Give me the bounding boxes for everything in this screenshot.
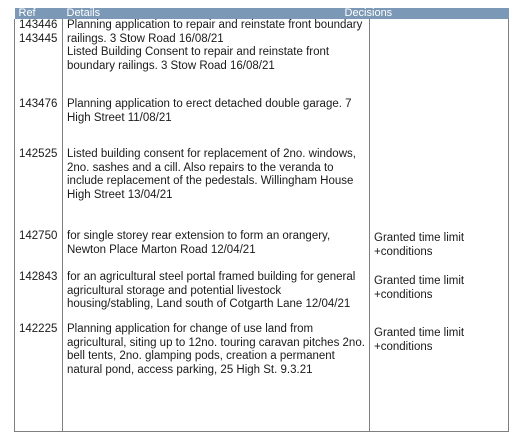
table-row <box>15 148 509 226</box>
ref-cell: 142750 <box>15 226 63 271</box>
table-row <box>15 323 509 431</box>
ref-cell <box>15 19 63 98</box>
details-cell: Planning application to erect detached double garage. 7 High Street 11/08/21 <box>63 98 370 148</box>
column-header-details: Details <box>63 8 370 19</box>
details-text: Planning application to repair and reinstate front boundary railings. 3 Stow Road 16/08/21 <box>67 19 363 45</box>
decision-cell: Granted time limit +conditions <box>370 226 509 271</box>
table-row <box>15 19 509 98</box>
details-cell: Listed building consent for replacement of 2no. windows, 2no. sashes and a cill. Also repairs to the veranda to include replacement of the pedestals. Willingham House High Street 13/04/21 <box>63 148 370 226</box>
decision-cell <box>370 19 509 98</box>
table-row <box>15 271 509 323</box>
ref-cell: 143476 <box>15 98 63 148</box>
column-header-ref: Ref <box>15 8 63 19</box>
table-row <box>15 226 509 271</box>
table-header <box>15 8 509 19</box>
ref-cell: 142843 <box>15 271 63 323</box>
details-cell: for single storey rear extension to form an orangery, Newton Place Marton Road 12/04/21 <box>63 226 370 271</box>
details-cell: for an agricultural steel portal framed building for general agricultural storage and potential livestock housing/stabling, Land south of Cotgarth Lane 12/04/21 <box>63 271 370 323</box>
details-cell <box>63 19 370 98</box>
ref-value: 143446 <box>19 19 58 31</box>
details-cell: Planning application for change of use land from agricultural, siting up to 12no. touring caravan pitches 2no. bell tents, 2no. glamping pods, creation a permanent natural pond, access parking, 25 High St. 9.3.21 <box>63 323 370 431</box>
planning-decisions-table <box>14 8 509 432</box>
ref-cell: 142225 <box>15 323 63 431</box>
ref-value: 143445 <box>19 32 58 45</box>
decision-cell: Granted time limit +conditions <box>370 271 509 323</box>
column-header-decisions: Decisions <box>370 8 509 19</box>
decision-cell: Granted time limit +conditions <box>370 323 509 431</box>
decision-cell <box>370 148 509 226</box>
ref-cell: 142525 <box>15 148 63 226</box>
table-body <box>15 19 509 431</box>
decision-cell <box>370 98 509 148</box>
table-row <box>15 98 509 148</box>
details-text: Listed Building Consent to repair and reinstate front boundary railings. 3 Stow Road 16/08/21 <box>67 46 330 72</box>
decisions-table-container <box>14 8 508 421</box>
